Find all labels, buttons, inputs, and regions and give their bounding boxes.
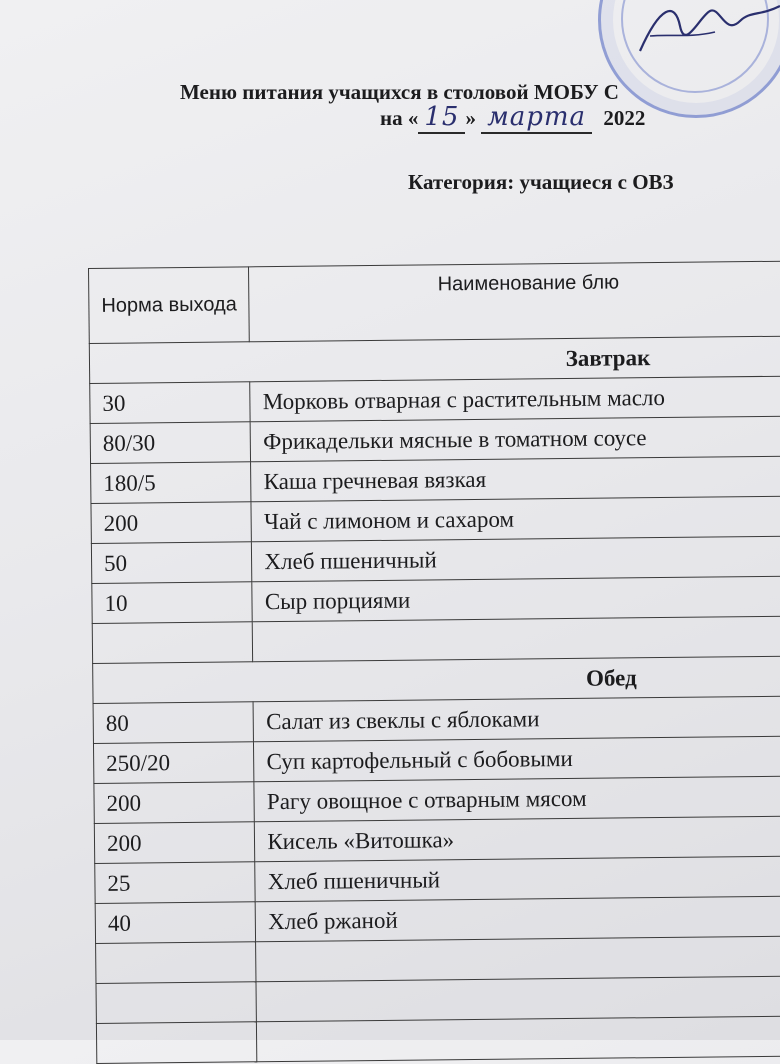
table-header-row [89,261,780,344]
section-row [93,656,780,704]
dish-name-cell: Салат из свеклы с яблоками [253,696,780,742]
date-month-handwritten: марта [481,102,592,134]
date-year: 2022 [603,106,646,130]
norma-cell: 80 [93,702,254,744]
norma-cell: 40 [95,902,256,944]
dish-name-cell [256,976,780,1022]
dish-name-cell: Кисель «Витошка» [255,816,780,862]
header-norm: Норма выхода [89,267,250,344]
table-row [96,976,780,1024]
dish-name-cell: Хлеб ржаной [256,896,780,942]
table-row [92,616,780,664]
norma-cell: 250/20 [93,742,254,784]
menu-table [88,260,780,1063]
norma-cell: 50 [91,542,252,584]
table-row [94,816,780,864]
date-prefix: на « [380,106,419,130]
date-day-handwritten: 15 [418,102,465,134]
norma-cell [96,1022,257,1064]
date-quote-close: » [465,106,476,130]
category-line: Категория: учащиеся с ОВЗ [408,170,674,194]
dish-name-cell: Хлеб пшеничный [255,856,780,902]
table-row [93,736,780,784]
table-row [96,936,780,984]
section-title: Завтрак [89,336,780,384]
table-row [95,856,780,904]
norma-cell: 25 [95,862,256,904]
norma-cell: 10 [92,582,253,624]
table-row [94,776,780,824]
section-title: Обед [93,656,780,704]
norma-cell: 80/30 [90,422,251,464]
table-row [93,696,780,744]
document-date-line [380,102,645,132]
signature [630,0,780,66]
header-name: Наименование блю [249,261,780,342]
dish-name-cell: Рагу овощное с отварным мясом [254,776,780,822]
dish-name-cell [253,616,780,662]
dish-name-cell [256,936,780,982]
norma-cell: 200 [94,782,255,824]
dish-name-cell: Морковь отварная с растительным масло [250,376,780,422]
norma-cell [96,942,257,984]
dish-name-cell: Сыр порциями [252,576,780,622]
norma-cell: 180/5 [91,462,252,504]
dish-name-cell [257,1016,780,1062]
document-title: Меню питания учащихся в столовой МОБУ С [180,80,619,104]
norma-cell: 30 [90,382,251,424]
norma-cell [92,622,253,664]
norma-cell: 200 [94,822,255,864]
table-row [95,896,780,944]
norma-cell [96,982,257,1024]
norma-cell: 200 [91,502,252,544]
dish-name-cell: Каша гречневая вязкая [251,456,780,502]
dish-name-cell: Хлеб пшеничный [252,536,780,582]
dish-name-cell: Чай с лимоном и сахаром [251,496,780,542]
dish-name-cell: Фрикадельки мясные в томатном соусе [250,416,780,462]
dish-name-cell: Суп картофельный с бобовыми [254,736,780,782]
